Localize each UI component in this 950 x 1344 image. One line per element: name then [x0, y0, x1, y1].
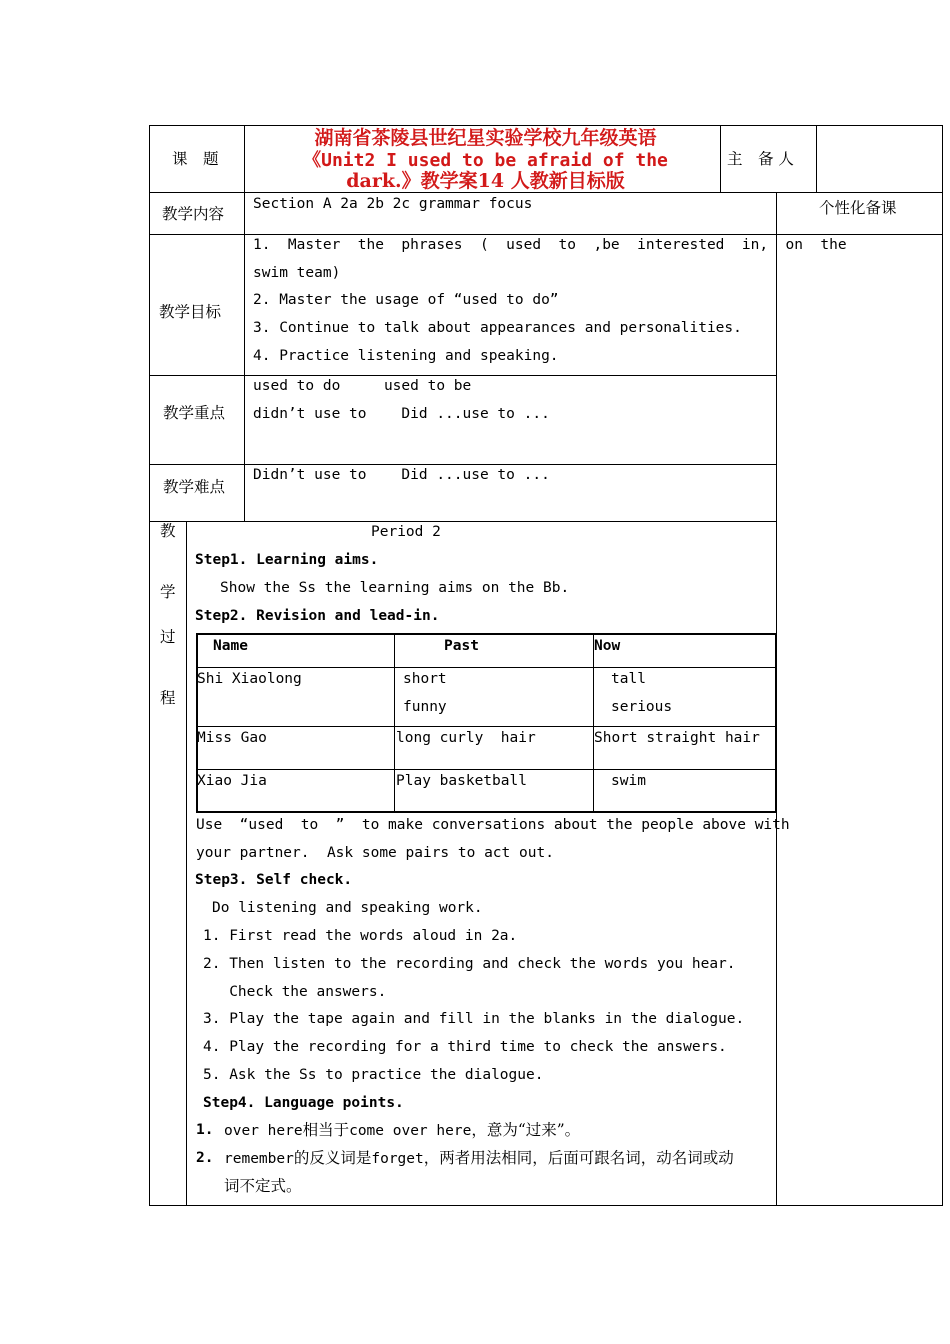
step1-text: Show the Ss the learning aims on the Bb. — [220, 580, 570, 596]
inner-table-bottom — [196, 811, 777, 813]
table-cell-now: swim — [611, 773, 646, 789]
period-heading: Period 2 — [371, 524, 441, 540]
process-label-char: 过 — [160, 628, 176, 646]
table-cell-name: Shi Xiaolong — [197, 671, 302, 687]
language-point-2-cont: 词不定式。 — [224, 1177, 302, 1195]
language-point-number: 2. — [196, 1150, 214, 1166]
content-label: 教学内容 — [162, 205, 225, 223]
language-point-2: remember的反义词是forget，两者用法相同，后面可跟名词，动名词或动 — [224, 1149, 734, 1167]
step4-title: Step4. Language points. — [203, 1095, 404, 1111]
key-points-label: 教学重点 — [163, 404, 226, 422]
step2-text: your partner. Ask some pairs to act out. — [196, 845, 554, 861]
table-border-bottom — [149, 1205, 943, 1206]
process-label-divider — [186, 521, 187, 1206]
process-label-char: 程 — [160, 689, 176, 707]
step2-text: Use “used to ” to make conversations about the people above with — [196, 817, 790, 833]
document-title-line3: dark.》教学案14 人教新目标版 — [346, 170, 625, 192]
inner-table-col-divider — [593, 634, 594, 812]
table-border-right — [942, 125, 943, 1206]
table-cell-now: Short straight hair — [594, 730, 760, 746]
preparer-divider — [816, 125, 817, 192]
inner-table-right — [775, 633, 777, 813]
objective-line: 3. Continue to talk about appearances and personalities. — [253, 320, 742, 336]
step3-item: Check the answers. — [203, 984, 387, 1000]
step2-title: Step2. Revision and lead-in. — [195, 608, 440, 624]
table-cell-past: short — [403, 671, 447, 687]
row-divider — [149, 192, 943, 193]
table-header-name: Name — [213, 638, 248, 654]
key-point-line: didn’t use to Did ...use to ... — [253, 406, 550, 422]
table-border-left — [149, 125, 150, 1206]
table-cell-now: tall — [611, 671, 646, 687]
language-point-number: 1. — [196, 1122, 214, 1138]
document-title-line1: 湖南省茶陵县世纪星实验学校九年级英语 — [314, 127, 657, 149]
step3-intro: Do listening and speaking work. — [212, 900, 483, 916]
step3-item: 2. Then listen to the recording and check the words you hear. — [203, 956, 736, 972]
personal-prep-label: 个性化备课 — [819, 199, 897, 217]
difficulties-label: 教学难点 — [163, 478, 226, 496]
inner-table-row-divider — [196, 667, 776, 668]
table-header-now: Now — [594, 638, 621, 654]
objective-line: 1. Master the phrases ( used to ,be interested in, on the — [253, 237, 847, 253]
content-value: Section A 2a 2b 2c grammar focus — [253, 196, 533, 212]
step3-item: 4. Play the recording for a third time to check the answers. — [203, 1039, 727, 1055]
step1-title: Step1. Learning aims. — [195, 552, 379, 568]
table-cell-name: Miss Gao — [197, 730, 267, 746]
table-cell-past: funny — [403, 699, 447, 715]
process-label-char: 教 — [160, 522, 176, 540]
table-cell-past: long curly hair — [396, 730, 536, 746]
step3-item: 3. Play the tape again and fill in the blanks in the dialogue. — [203, 1011, 745, 1027]
key-point-line: used to do used to be — [253, 378, 472, 394]
preparer-label: 主 备 人 — [727, 150, 794, 168]
document-title-line2: 《Unit2 I used to be afraid of the — [303, 150, 668, 171]
topic-label: 课 题 — [172, 150, 219, 168]
table-header-past: Past — [444, 638, 479, 654]
inner-table-col-divider — [394, 634, 395, 812]
table-cell-past: Play basketball — [396, 773, 527, 789]
row-divider — [149, 234, 943, 235]
process-label-char: 学 — [160, 583, 176, 601]
label-column-divider — [244, 125, 245, 522]
inner-table-top — [196, 633, 777, 635]
objective-line: 2. Master the usage of “used to do” — [253, 292, 559, 308]
language-point-1: over here相当于come over here，意为“过来”。 — [224, 1121, 581, 1139]
objectives-label: 教学目标 — [159, 303, 222, 321]
objective-line: swim team) — [253, 265, 341, 281]
step3-title: Step3. Self check. — [195, 872, 353, 888]
step3-item: 5. Ask the Ss to practice the dialogue. — [203, 1067, 544, 1083]
difficulty-line: Didn’t use to Did ...use to ... — [253, 467, 550, 483]
inner-table-row-divider — [196, 726, 776, 727]
table-cell-now: serious — [611, 699, 673, 715]
inner-table-row-divider — [196, 769, 776, 770]
objective-line: 4. Practice listening and speaking. — [253, 348, 559, 364]
table-cell-name: Xiao Jia — [197, 773, 267, 789]
step3-item: 1. First read the words aloud in 2a. — [203, 928, 518, 944]
table-border-top — [149, 125, 943, 126]
